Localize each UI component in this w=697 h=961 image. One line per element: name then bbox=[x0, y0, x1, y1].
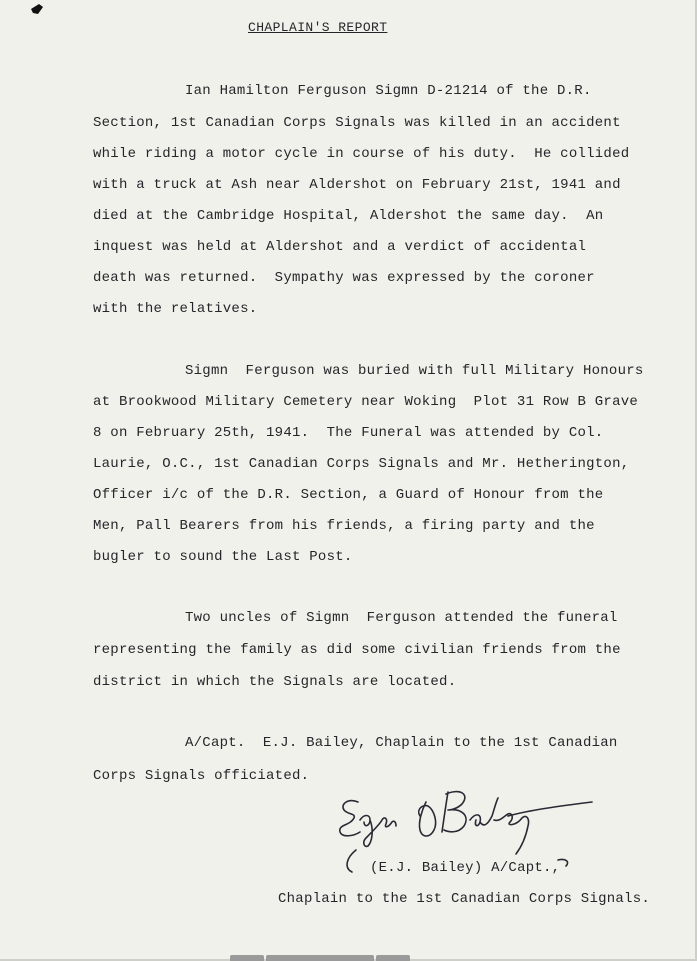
paragraph-2-line-5: Officer i/c of the D.R. Section, a Guard of Honour from the bbox=[93, 487, 604, 503]
nav-segment[interactable] bbox=[376, 955, 410, 961]
paragraph-1-line-1: Ian Hamilton Ferguson Sigmn D-21214 of the D.R. bbox=[185, 83, 592, 99]
paragraph-2-line-4: Laurie, O.C., 1st Canadian Corps Signals and Mr. Hetherington, bbox=[93, 456, 630, 472]
signature-name: (E.J. Bailey) A/Capt., bbox=[370, 860, 561, 876]
paragraph-1-line-3: while riding a motor cycle in course of his duty. He collided bbox=[93, 146, 630, 162]
page-navigation-bar[interactable] bbox=[230, 955, 412, 961]
paragraph-1-line-2: Section, 1st Canadian Corps Signals was killed in an accident bbox=[93, 115, 621, 131]
ink-mark-icon bbox=[30, 3, 44, 15]
paragraph-1-line-5: died at the Cambridge Hospital, Aldershot the same day. An bbox=[93, 208, 604, 224]
paragraph-2-line-3: 8 on February 25th, 1941. The Funeral was attended by Col. bbox=[93, 425, 604, 441]
paragraph-1-line-4: with a truck at Ash near Aldershot on February 21st, 1941 and bbox=[93, 177, 621, 193]
paragraph-3-line-2: representing the family as did some civilian friends from the bbox=[93, 642, 621, 658]
paragraph-3-line-3: district in which the Signals are located. bbox=[93, 674, 457, 690]
paragraph-3-line-1: Two uncles of Sigmn Ferguson attended the funeral bbox=[185, 610, 618, 626]
signature-title: Chaplain to the 1st Canadian Corps Signals. bbox=[278, 891, 651, 907]
paragraph-2-line-1: Sigmn Ferguson was buried with full Military Honours bbox=[185, 363, 644, 379]
paragraph-4-line-2: Corps Signals officiated. bbox=[93, 768, 310, 784]
nav-segment[interactable] bbox=[230, 955, 264, 961]
paragraph-1-line-7: death was returned. Sympathy was expressed by the coroner bbox=[93, 270, 595, 286]
report-title: CHAPLAIN'S REPORT bbox=[248, 20, 388, 35]
nav-segment[interactable] bbox=[266, 955, 374, 961]
paragraph-1-line-6: inquest was held at Aldershot and a verdict of accidental bbox=[93, 239, 587, 255]
paragraph-4-line-1: A/Capt. E.J. Bailey, Chaplain to the 1st Canadian bbox=[185, 735, 618, 751]
paragraph-1-line-8: with the relatives. bbox=[93, 301, 258, 317]
paragraph-2-line-7: bugler to sound the Last Post. bbox=[93, 549, 353, 565]
paragraph-2-line-2: at Brookwood Military Cemetery near Woking Plot 31 Row B Grave bbox=[93, 394, 639, 410]
paragraph-2-line-6: Men, Pall Bearers from his friends, a firing party and the bbox=[93, 518, 595, 534]
